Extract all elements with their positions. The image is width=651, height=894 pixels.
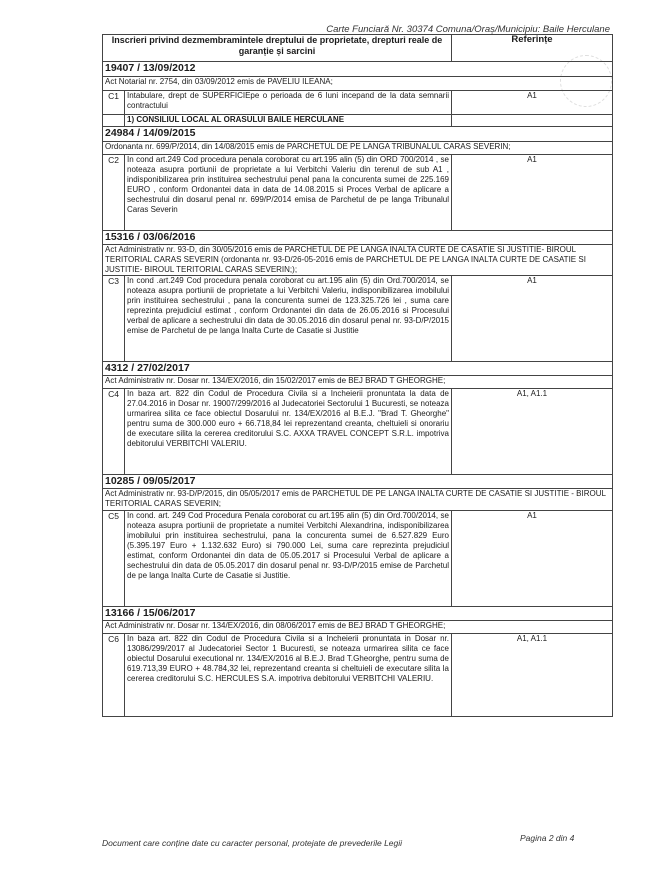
entry-ref: A1 xyxy=(452,91,613,115)
page-header: Carte Funciară Nr. 30374 Comuna/Oraș/Municipiu: Baile Herculane xyxy=(326,24,610,35)
entry-act: Act Administrativ nr. 93-D, din 30/05/2016 emis de PARCHETUL DE PE LANGA INALTA CURTE DE CASATIE SI JUSTITIE- BIROUL TERITORIAL CARAS SEVERIN (ordonanta nr. 93-D/26-05-2016 emis de PARCHETUL DE PE LANGA INALTA CURTE DE CASATIE SI JUSTITIE- BIROUL TERITORIAL CARAS SEVERIN;); xyxy=(103,245,613,276)
page-number: Pagina 2 din 4 xyxy=(520,833,575,843)
entry-id: 4312 / 27/02/2017 xyxy=(103,362,613,376)
table-title: Inscrieri privind dezmembramintele dreptului de proprietate, drepturi reale de garanție și sarcini xyxy=(103,35,452,62)
entry-id: 19407 / 13/09/2012 xyxy=(103,62,613,77)
entry-id: 15316 / 03/06/2016 xyxy=(103,231,613,245)
entry-act-row xyxy=(103,77,613,91)
entry-ref: A1 xyxy=(452,155,613,231)
entry-header-row xyxy=(103,127,613,142)
entry-act-row xyxy=(103,142,613,155)
entry-header-row xyxy=(103,62,613,77)
entry-act: Act Administrativ nr. 93-D/P/2015, din 05/05/2017 emis de PARCHETUL DE PE LANGA INALTA CURTE DE CASATIE SI JUSTITIE - BIROUL TERITORIAL CARAS SEVERIN; xyxy=(103,489,613,511)
entry-header-row xyxy=(103,362,613,376)
entry-detail-row xyxy=(103,155,613,231)
entry-id: 10285 / 09/05/2017 xyxy=(103,475,613,489)
entry-ref: A1, A1.1 xyxy=(452,389,613,475)
entry-ref: A1, A1.1 xyxy=(452,634,613,717)
entry-act-row xyxy=(103,376,613,389)
entry-ref: A1 xyxy=(452,276,613,362)
entry-header-row xyxy=(103,475,613,489)
entry-act: Ordonanta nr. 699/P/2014, din 14/08/2015 emis de PARCHETUL DE PE LANGA TRIBUNALUL CARAS SEVERIN; xyxy=(103,142,613,155)
entry-act-row xyxy=(103,489,613,511)
entry-code: C1 xyxy=(103,91,125,115)
entry-beneficiary: 1) CONSILIUL LOCAL AL ORASULUI BAILE HERCULANE xyxy=(125,115,452,127)
entry-header-row xyxy=(103,607,613,621)
entry-act: Act Administrativ nr. Dosar nr. 134/EX/2016, din 08/06/2017 emis de BEJ BRAD T GHEORGHE; xyxy=(103,621,613,634)
entry-code: C5 xyxy=(103,511,125,607)
entry-text: In cond .art.249 Cod procedura penala coroborat cu art.195 alin (5) din Ord.700/2014, se noteaza asupra portiunii de proprietate a lui Verbitchi Valeriu, indisponibilizarea imobilului prin instituirea sechestrului , pana la concurenta sumei de 123.325.726 lei , suma care reprezinta prejudiciul estimat , conform Ordonantei din data de 26.05.2016 si Procesului verbal de aplicare a sechestrului din data de 30.05.2016 din dosarul penal nr. 93-D/P/2015 emise de Parchetul de pe langa Inalta Curte de Casatie si Justitie xyxy=(125,276,452,362)
entry-code: C4 xyxy=(103,389,125,475)
entry-detail-row xyxy=(103,91,613,115)
references-header: Referințe xyxy=(452,35,613,62)
entry-text: In baza art. 822 din Codul de Procedura Civila si a Incheierii pronuntata la data de 27.04.2016 in Dosar nr. 19007/299/2016 al Judecatoriei Sectorului 1 Bucuresti, se noteaza urmarirea silita ce face obiectul Dosarului nr. 134/EX/2016 al B.E.J. "Brad T. Gheorghe" pentru suma de 300.000 euro + 66.718,84 lei reprezentand creanta, cheltuieli si onorariu de executare silita la cererea creditorului S.C. AXXA TRAVEL CONCEPT S.R.L. impotriva debitorului VERBITCHI VALERIU. xyxy=(125,389,452,475)
entry-detail-row xyxy=(103,634,613,717)
entry-act: Act Administrativ nr. Dosar nr. 134/EX/2016, din 15/02/2017 emis de BEJ BRAD T GHEORGHE; xyxy=(103,376,613,389)
entry-ref: A1 xyxy=(452,511,613,607)
entry-detail-row xyxy=(103,389,613,475)
entry-act: Act Notarial nr. 2754, din 03/09/2012 emis de PAVELIU ILEANA; xyxy=(103,77,613,91)
entry-detail-row xyxy=(103,511,613,607)
entry-text: In cond art.249 Cod procedura penala coroborat cu art.195 alin (5) din ORD 700/2014 , se noteaza asupra portiunii de proprietate a lui Verbitchi Valeriu din terenul de sub A1 , indisponibilizarea prin instituirea sechestrului penal pana la concurenta sumei de 225.169 EURO , conform Ordonantei data in data de 14.08.2015 si Proces Verbal de aplicare a sechestrului din dosarul penal nr. 699/P/2014 emisa de Parchetul de pe langa Tribunalul Caras Severin xyxy=(125,155,452,231)
entry-header-row xyxy=(103,231,613,245)
entry-sub-row xyxy=(103,115,613,127)
entry-text: In cond. art. 249 Cod Procedura Penala coroborat cu art.195 alin (5) din Ord.700/2014, se noteaza asupra portiunii de proprietate a numitei Verbitchi Alexandrina, indisponibilizarea imobilului prin instituirea sechestrului, pana la concurenta sumei de 6.527.829 Euro (5.395.197 Euro + 1.132.632 Euro) si 790.000 Lei, suma care reprezinta prejudiciul estimat, conform Ordonantei din data de 05.05.2017 si Procesului Verbal de aplicare a sechestrului din data de 05.05.2017 din dosarul penal nr. 93-D/P/2015 emise de Parchetul de pe langa Inalta Curte de Casatie si Justitie. xyxy=(125,511,452,607)
entry-detail-row xyxy=(103,276,613,362)
entry-act-row xyxy=(103,621,613,634)
entry-id: 13166 / 15/06/2017 xyxy=(103,607,613,621)
entry-code: C6 xyxy=(103,634,125,717)
entry-text: Intabulare, drept de SUPERFICIEpe o perioada de 6 luni incepand de la data semnarii contractului xyxy=(125,91,452,115)
personal-data-notice: Document care conține date cu caracter personal, protejate de prevederile Legii xyxy=(102,838,403,848)
entry-code: C3 xyxy=(103,276,125,362)
entry-id: 24984 / 14/09/2015 xyxy=(103,127,613,142)
entry-code: C2 xyxy=(103,155,125,231)
registry-table xyxy=(102,34,613,717)
entry-act-row xyxy=(103,245,613,276)
entry-text: In baza art. 822 din Codul de Procedura Civila si a Incheierii pronuntata in Dosar nr. 13086/299/2017 al Judecatoriei Sector 1 Bucuresti, se noteaza urmarirea silita ce face obiectul Dosarului executional nr. 134/EX/2016 al B.E.J. Brad T.Gheorghe, pentru suma de 619.713,39 EURO + 48.784,32 lei, reprezentand creanta si cheltuieli de executare silita la cererea creditorului S.C. HERCULES S.A. impotriva debitorului VERBITCHI VALERIU. xyxy=(125,634,452,717)
